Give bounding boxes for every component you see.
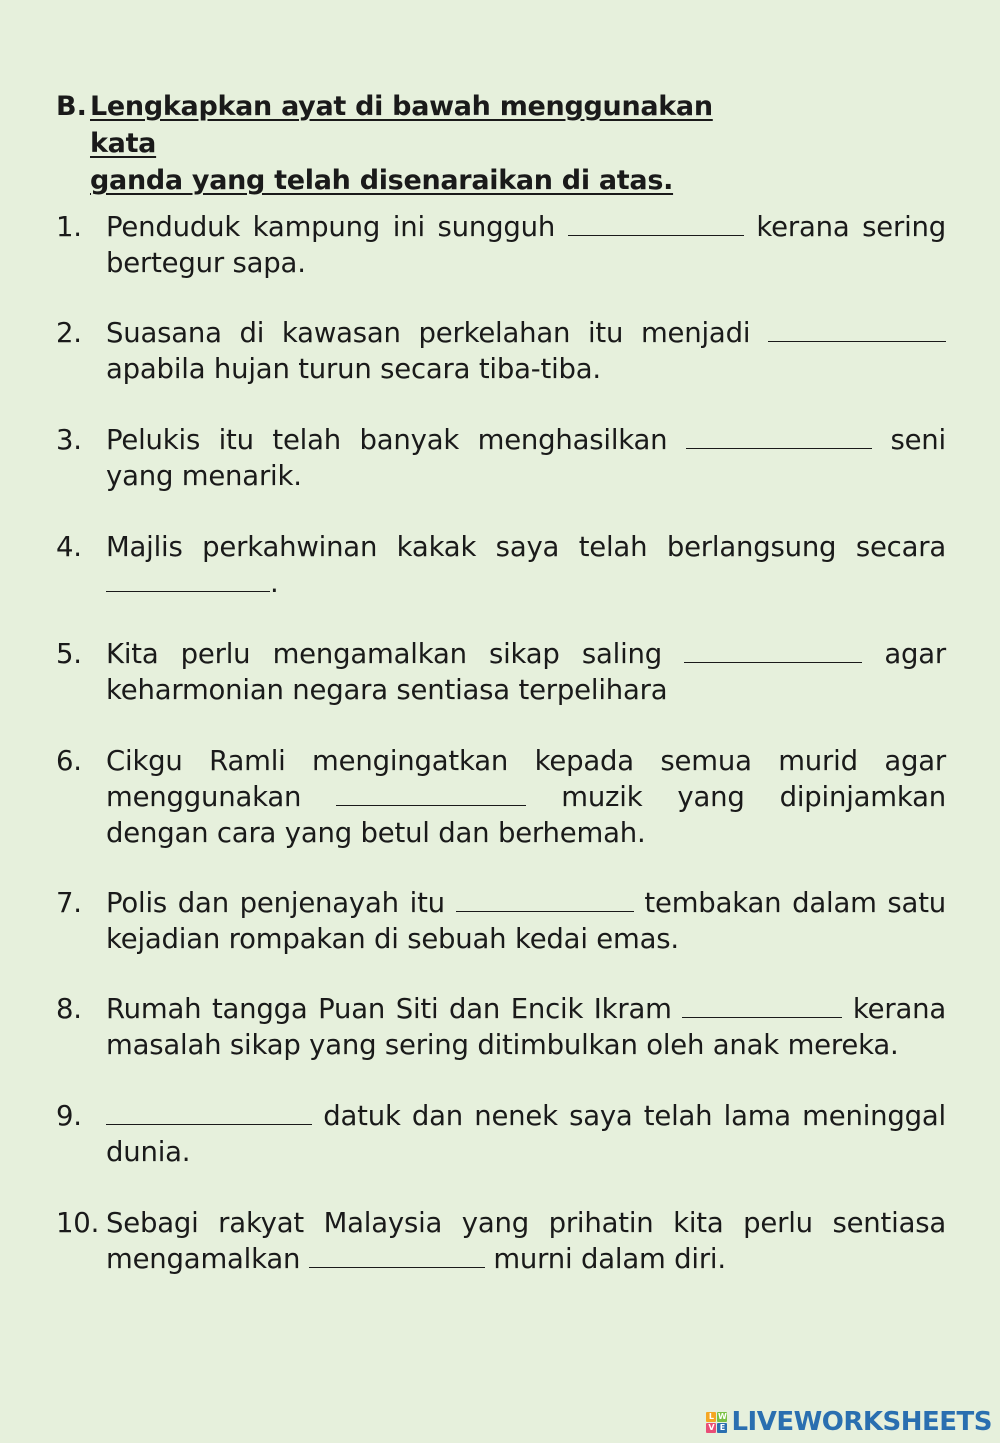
heading-line-2: ganda yang telah disenaraikan di atas. — [90, 165, 674, 196]
question-number: 3. — [56, 424, 82, 456]
section-letter: B. — [56, 91, 87, 122]
question-text — [106, 315, 946, 387]
text-after-blank: muzik yang dipinjamkan dengan cara yang betul dan berhemah. — [106, 781, 947, 849]
text-after-blank: datuk dan nenek saya telah lama meninggal dunia. — [106, 1100, 946, 1168]
question-number: 2. — [56, 317, 82, 349]
answer-blank[interactable] — [568, 209, 744, 236]
text-before-blank: Sebagi rakyat Malaysia yang prihatin kita perlu sentiasa mengamalkan — [106, 1207, 946, 1275]
question-text — [106, 422, 946, 494]
answer-blank[interactable] — [456, 885, 634, 912]
text-before-blank: Penduduk kampung ini sungguh — [106, 211, 556, 243]
section-heading — [56, 88, 776, 199]
answer-blank[interactable] — [686, 422, 872, 449]
question-text — [106, 885, 946, 957]
question-number: 8. — [56, 993, 82, 1025]
text-after-blank: murni dalam diri. — [493, 1243, 726, 1275]
text-before-blank: Kita perlu mengamalkan sikap saling — [106, 638, 662, 670]
question-text — [106, 1205, 946, 1277]
question-text — [106, 991, 946, 1063]
question-text — [106, 636, 946, 708]
question-number: 5. — [56, 638, 82, 670]
question-8 — [56, 991, 946, 1063]
logo-cell: V — [708, 1422, 715, 1432]
logo-cell: W — [718, 1411, 727, 1421]
answer-blank[interactable] — [106, 565, 270, 592]
question-5 — [56, 636, 946, 708]
text-before-blank: Cikgu Ramli mengingatkan kepada semua murid agar menggunakan — [106, 745, 946, 813]
question-9 — [56, 1098, 946, 1170]
text-before-blank: Majlis perkahwinan kakak saya telah berlangsung secara — [106, 531, 946, 563]
question-number: 4. — [56, 531, 82, 563]
text-before-blank: Rumah tangga Puan Siti dan Encik Ikram — [106, 993, 672, 1025]
question-text — [106, 743, 946, 851]
logo-cell: E — [717, 1423, 727, 1433]
question-number: 7. — [56, 887, 82, 919]
question-text — [106, 529, 946, 601]
question-number: 6. — [56, 745, 82, 777]
text-after-blank: kerana sering bertegur sapa. — [106, 211, 946, 279]
text-after-blank: seni yang menarik. — [106, 424, 946, 492]
question-4 — [56, 529, 946, 601]
answer-blank[interactable] — [336, 779, 526, 806]
brand-name: LIVEWORKSHEETS — [731, 1407, 992, 1437]
question-7 — [56, 885, 946, 957]
text-after-blank: agar keharmonian negara sentiasa terpelihara — [106, 638, 946, 706]
question-3 — [56, 422, 946, 494]
heading-line-1: Lengkapkan ayat di bawah menggunakan kata — [90, 91, 713, 159]
text-before-blank: Polis dan penjenayah itu — [106, 887, 445, 919]
text-before-blank: Suasana di kawasan perkelahan itu menjadi — [106, 317, 751, 349]
question-number: 9. — [56, 1100, 82, 1132]
answer-blank[interactable] — [768, 315, 946, 342]
question-10 — [56, 1205, 946, 1277]
text-after-blank: tembakan dalam satu kejadian rompakan di sebuah kedai emas. — [106, 887, 947, 955]
question-6 — [56, 743, 946, 851]
answer-blank[interactable] — [106, 1098, 312, 1125]
question-2 — [56, 315, 946, 387]
liveworksheets-logo[interactable] — [706, 1407, 992, 1437]
text-after-blank: kerana masalah sikap yang sering ditimbulkan oleh anak mereka. — [106, 993, 947, 1061]
question-number: 1. — [56, 211, 82, 243]
text-after-blank: apabila hujan turun secara tiba-tiba. — [106, 353, 601, 385]
question-text — [106, 1098, 946, 1170]
question-text — [106, 209, 946, 281]
text-before-blank: Pelukis itu telah banyak menghasilkan — [106, 424, 668, 456]
answer-blank[interactable] — [309, 1241, 485, 1268]
question-1 — [56, 209, 946, 281]
question-number: 10. — [56, 1207, 100, 1239]
logo-mark-icon — [706, 1412, 727, 1433]
text-after-blank: . — [270, 567, 279, 599]
answer-blank[interactable] — [684, 636, 862, 663]
answer-blank[interactable] — [682, 991, 842, 1018]
logo-cell: L — [706, 1412, 716, 1422]
